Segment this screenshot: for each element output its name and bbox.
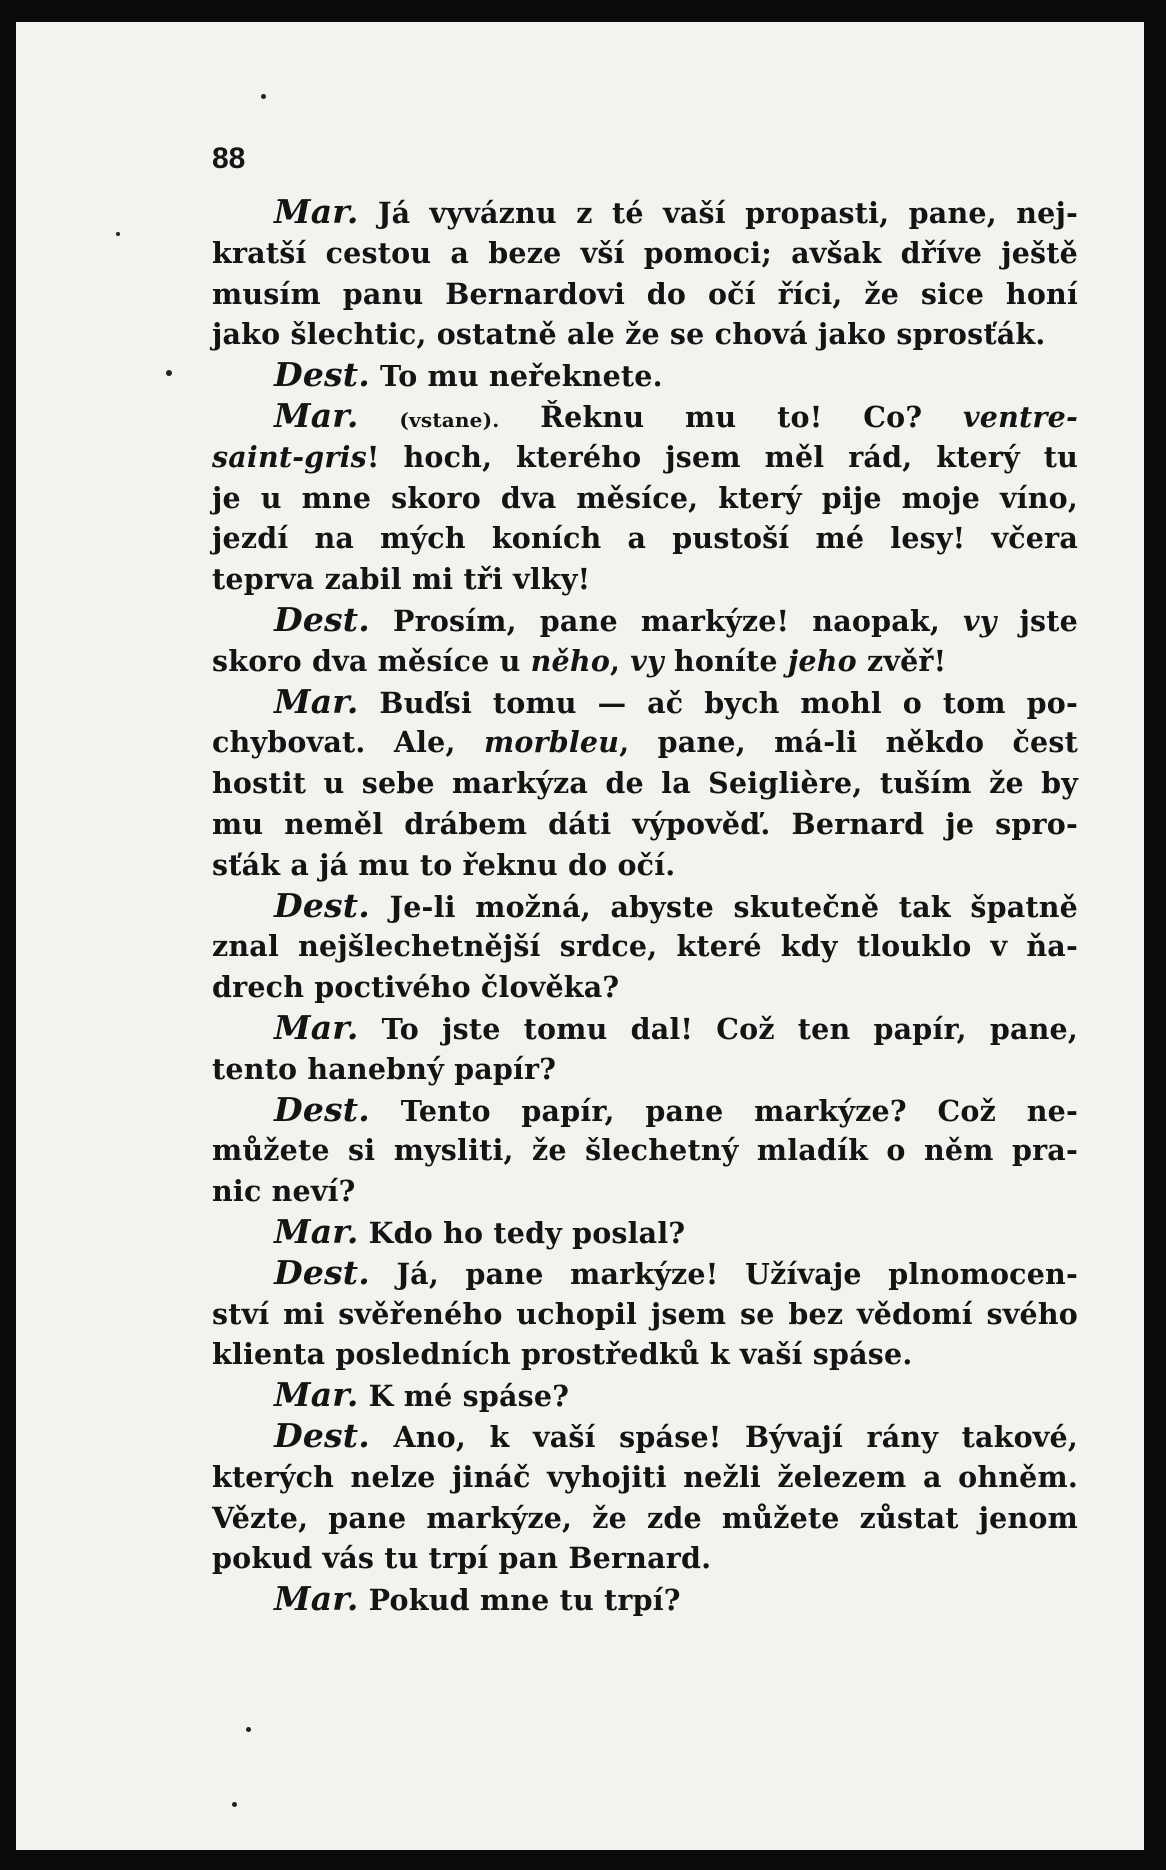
text-segment: Kdo ho tedy poslal? [358, 1215, 686, 1250]
text-segment: Je-li možná, abyste skutečně tak špatně [369, 889, 1078, 924]
text-segment: Ano, k vaší spáse! Bývají rány takové, [369, 1419, 1078, 1454]
text-line [212, 1212, 1078, 1253]
text-line [212, 1334, 1078, 1375]
speaker-name: Mar. [274, 192, 359, 231]
text-segment: sťák a já mu to řeknu do očí. [212, 847, 676, 882]
text-segment: To jste tomu dal! Což ten papír, pane, [358, 1011, 1078, 1046]
text-segment: něho [530, 643, 611, 678]
speaker-name: Mar. [274, 1579, 359, 1619]
text-segment: ventre- [963, 399, 1078, 434]
text-line [212, 1498, 1078, 1539]
text-line [212, 1171, 1078, 1212]
text-segment: hostit u sebe markýza de la Seiglière, tuším že by [212, 766, 1078, 801]
text-segment: saint-gris [212, 439, 367, 474]
text-segment: ! hoch, kterého jsem měl rád, který tu [366, 439, 1078, 474]
text-line [212, 1538, 1078, 1579]
text-segment: nic neví? [212, 1174, 356, 1209]
text-line [212, 1416, 1078, 1457]
text-line [212, 1294, 1078, 1335]
text-line [212, 314, 1078, 355]
text-segment: Já, pane markýze! Užívaje plnomocen- [369, 1256, 1078, 1291]
page-number: 88 [212, 142, 246, 175]
speaker-name: Mar. [274, 1211, 359, 1251]
text-segment: klienta posledních prostředků k vaší spáse. [212, 1337, 913, 1372]
text-segment: ství mi svěřeného uchopil jsem se bez vědomí svého [212, 1296, 1078, 1331]
text-line [212, 763, 1078, 804]
text-line [212, 437, 1078, 478]
text-segment: zvěř! [856, 643, 947, 678]
text-line [212, 600, 1078, 641]
text-segment: skoro dva měsíce u [212, 643, 531, 678]
text-segment: K mé spáse? [358, 1379, 570, 1414]
text-line [212, 641, 1078, 682]
text-segment: Tento papír, pane markýze? Což ne- [369, 1093, 1078, 1128]
text-segment: můžete si mysliti, že šlechetný mladík o něm pra- [212, 1133, 1078, 1168]
text-line [212, 1375, 1078, 1416]
text-segment: vy [962, 603, 997, 638]
text-segment [359, 400, 400, 434]
text-line [212, 478, 1078, 519]
speaker-name: Mar. [274, 681, 359, 721]
text-segment: mu neměl drábem dáti výpověď. Bernard je spro- [212, 806, 1078, 841]
speaker-name: Mar. [274, 1375, 359, 1415]
text-line [212, 396, 1078, 437]
text-line [212, 233, 1078, 274]
text-segment: jako šlechtic, ostatně ale že se chová jako sprosťák. [212, 317, 1046, 352]
text-line [212, 1579, 1078, 1620]
text-line [212, 1253, 1078, 1294]
text-segment: Já vyváznu z té vaší propasti, pane, nej- [358, 196, 1078, 230]
speaker-name: Dest. [274, 1415, 370, 1455]
paper-speck [246, 1727, 251, 1732]
text-segment: tento hanebný papír? [212, 1051, 557, 1086]
text-segment: jezdí na mých koních a pustoší mé lesy! včera [212, 521, 1078, 556]
text-line [212, 1457, 1078, 1498]
speaker-name: Mar. [274, 1007, 359, 1047]
text-segment: Řeknu mu to! Co? [499, 399, 964, 434]
text-segment: morbleu [483, 725, 620, 760]
text-line [212, 192, 1078, 233]
text-segment: pokud vás tu trpí pan Bernard. [212, 1541, 712, 1576]
text-line [212, 804, 1078, 845]
text-segment: musím panu Bernardovi do očí říci, že sice honí [212, 276, 1078, 311]
paper-speck [232, 1802, 237, 1807]
text-segment: kterých nelze jináč vyhojiti nežli železem a ohněm. [212, 1459, 1078, 1494]
text-line [212, 886, 1078, 927]
text-line [212, 518, 1078, 559]
text-segment: kratší cestou a beze vší pomoci; avšak dříve ještě [212, 235, 1078, 270]
paper-speck [166, 370, 172, 376]
text-line [212, 926, 1078, 967]
text-line [212, 1008, 1078, 1049]
text-segment: vy [630, 643, 664, 678]
text-segment: , [610, 643, 631, 678]
text-segment: teprva zabil mi tři vlky! [212, 562, 591, 597]
text-line [212, 845, 1078, 886]
text-line [212, 1130, 1078, 1171]
speaker-name: Dest. [274, 1089, 370, 1129]
text-segment: honíte [663, 643, 788, 678]
text-line [212, 682, 1078, 723]
text-segment: Vězte, pane markýze, že zde můžete zůstat jenom [212, 1500, 1078, 1535]
text-segment: Buďsi tomu — ač bych mohl o tom po- [358, 685, 1078, 720]
text-line [212, 1049, 1078, 1090]
text-line [212, 559, 1078, 600]
text-segment: Prosím, pane markýze! naopak, [369, 603, 963, 638]
text-segment: To mu neřeknete. [369, 359, 663, 394]
text-segment: jste [996, 603, 1079, 638]
text-line [212, 355, 1078, 396]
speaker-name: Dest. [274, 599, 370, 639]
text-segment: jeho [787, 643, 857, 678]
text-line [212, 967, 1078, 1008]
text-segment: znal nejšlechetnější srdce, které kdy tlouklo v ňa- [212, 929, 1078, 964]
text-line [212, 274, 1078, 315]
paper-speck [116, 232, 120, 236]
text-segment: Pokud mne tu trpí? [358, 1583, 681, 1618]
paper-speck [261, 94, 266, 99]
dialogue-text [212, 192, 1078, 1620]
speaker-name: Dest. [274, 885, 370, 925]
text-segment: (vstane). [399, 407, 500, 432]
text-line [212, 1090, 1078, 1131]
text-segment: chybovat. Ale, [212, 725, 484, 760]
text-segment: drech poctivého člověka? [212, 970, 620, 1005]
book-page [16, 22, 1144, 1850]
speaker-name: Dest. [274, 1252, 370, 1292]
text-segment: je u mne skoro dva měsíce, který pije moje víno, [212, 480, 1078, 515]
text-line [212, 722, 1078, 763]
speaker-name: Mar. [274, 395, 359, 435]
speaker-name: Dest. [274, 355, 370, 395]
text-segment: , pane, má-li někdo čest [619, 725, 1079, 760]
